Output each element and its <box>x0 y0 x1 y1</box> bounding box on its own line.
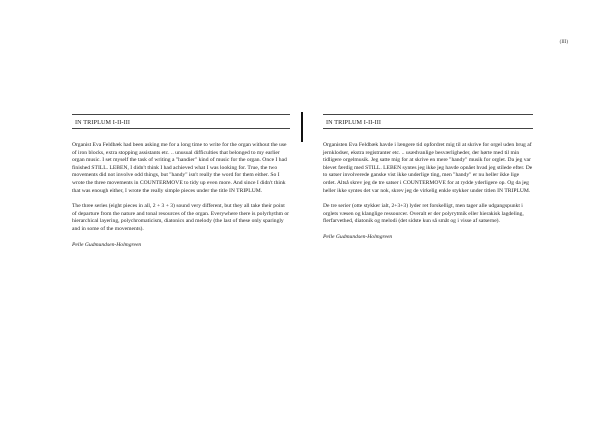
english-paragraph-1: Organist Eva Feldbæk had been asking me for a long time to write for the organ without the use of iron blocks, extra stopping assistants etc. .. unusual difficulties that belonged to my earlier organ music. I set myself the task of writing a "handier" kind of music for the organ. Once I had finished STILL. LEBEN, I didn't think I had achieved what I was looking for. True, the two movements did not involve odd things, but "handy" isn't really the word for them either. So I wrote the three movements in COUNTERMOVE to tidy up even more. And since I didn't think that was enough either, I wrote the really simple pieces under the title IN TRIPLUM. <box>72 142 287 194</box>
column-divider <box>301 112 303 142</box>
danish-paragraph-1: Organisten Eva Feldbæk havde i længere tid opfordret mig til at skrive for orgel uden brug af jernklodser, ekstra registranter etc. .. usædvanlige besværligheder, der hørte med til min tidligere orgelmusik. Jeg satte mig for at skrive en mere "handy" musik for orglet. Da jeg var blevet færdig med STILL. LEBEN syntes jeg ikke jeg havde opnået hvad jeg stilede efter. De to satser involverede ganske vist ikke underlige ting, men "handy" er nu heller ikke lige ordet. Altså skrev jeg de tre satser i COUNTERMOVE for at rydde yderligere op. Og da jeg heller ikke syntes det var nok, skrev jeg de virkelig enkle stykker under titlen IN TRIPLUM. <box>323 142 533 194</box>
danish-column <box>323 114 533 240</box>
danish-heading: IN TRIPLUM I-II-III <box>323 114 533 129</box>
english-heading: IN TRIPLUM I-II-III <box>72 114 290 129</box>
danish-paragraph-2: De tre serier (otte stykker ialt, 2+3+3) lyder ret forskelligt, men tager alle udgangspunkt i orglets væsen og klanglige ressourcer. Overalt er der polyrytmik eller hierakisk lagdeling, flerfarvethed, diatonik og melodi (det sidste kun så småt og i visse af satserne). <box>323 203 524 225</box>
english-signature: Pelle Gudmundsen-Holmgreen <box>72 241 142 248</box>
english-paragraph-2: The three series (eight pieces in all, 2 + 3 + 3) sound very different, but they all take their point of departure from the nature and tonal resources of the organ. Everywhere there is polyrhythm or hierarchical layering, polychromaticism, diatonics and melody (the last of these only sparingly and in some of the movements). <box>72 203 290 232</box>
english-column <box>72 114 290 248</box>
danish-signature: Pelle Gudmundsen-Holmgreen <box>323 233 393 240</box>
page-number: (III) <box>559 40 568 45</box>
